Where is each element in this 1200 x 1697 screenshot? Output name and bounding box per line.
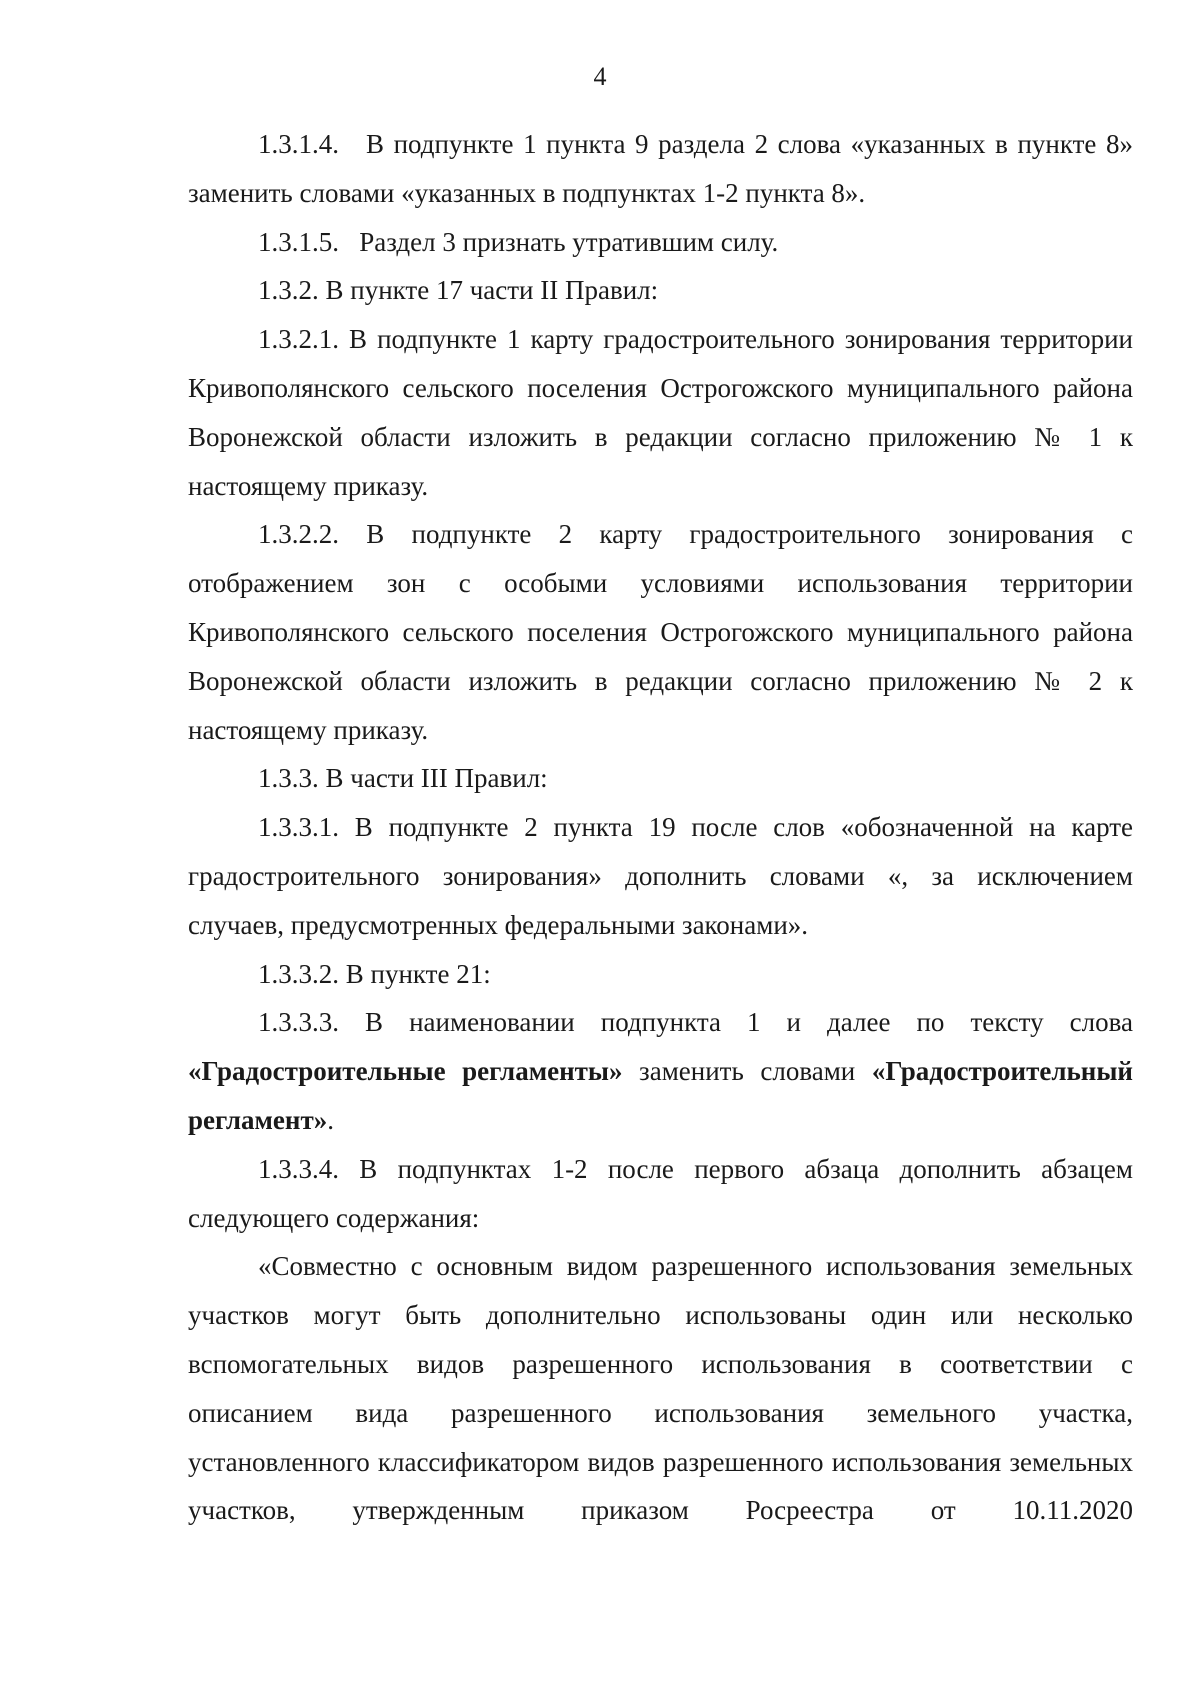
paragraph-1-3-1-4: 1.3.1.4. В подпункте 1 пункта 9 раздела 2 слова «указанных в пункте 8» заменить словами «указанных в подпунктах 1-2 пункта 8». xyxy=(188,129,1133,208)
document-body xyxy=(188,120,1133,1535)
quoted-paragraph: «Совместно с основным видом разрешенного использования земельных участков могут быть дополнительно использованы один или несколько вспомогательных видов разрешенного использования в соответствии с описанием вида разрешенного использования земельного участка, установленного классификатором видов разрешенного использования земельных участков, утвержденным приказом Росреестра от 10.11.2020 xyxy=(188,1251,1133,1526)
bold-term-new: «Градостроительный регламент» xyxy=(188,1056,1133,1135)
paragraph-1-3-3-3-prefix: 1.3.3.3. В наименовании подпункта 1 и далее по тексту слова xyxy=(258,1007,1133,1038)
paragraph-1-3-3-1: 1.3.3.1. В подпункте 2 пункта 19 после слов «обозначенной на карте градостроительного зонирования» дополнить словами «, за исключением случаев, предусмотренных федеральными законами». xyxy=(188,812,1133,940)
paragraph-1-3-2-1: 1.3.2.1. В подпункте 1 карту градостроительного зонирования территории Кривополянского сельского поселения Острогожского муниципального района Воронежской области изложить в редакции согласно приложению № 1 к настоящему приказу. xyxy=(188,324,1133,501)
paragraph-1-3-2: 1.3.2. В пункте 17 части II Правил: xyxy=(258,275,659,306)
paragraph-1-3-3: 1.3.3. В части III Правил: xyxy=(258,763,548,794)
paragraph-1-3-2-2: 1.3.2.2. В подпункте 2 карту градостроительного зонирования с отображением зон с особыми условиями использования территории Кривополянского сельского поселения Острогожского муниципального района Воронежской области изложить в редакции согласно приложению № 2 к настоящему приказу. xyxy=(188,519,1133,745)
page-number: 4 xyxy=(593,62,607,91)
paragraph-1-3-3-3-middle: заменить словами xyxy=(622,1056,872,1087)
paragraph-1-3-3-3 xyxy=(188,998,1133,1144)
paragraph-1-3-1-5: 1.3.1.5. Раздел 3 признать утратившим силу. xyxy=(258,226,779,257)
paragraph-1-3-3-4: 1.3.3.4. В подпунктах 1-2 после первого абзаца дополнить абзацем следующего содержания: xyxy=(188,1153,1133,1233)
bold-term-old: «Градостроительные регламенты» xyxy=(188,1056,623,1087)
paragraph-1-3-3-2: 1.3.3.2. В пункте 21: xyxy=(258,958,491,989)
paragraph-1-3-3-3-suffix: . xyxy=(327,1104,334,1135)
